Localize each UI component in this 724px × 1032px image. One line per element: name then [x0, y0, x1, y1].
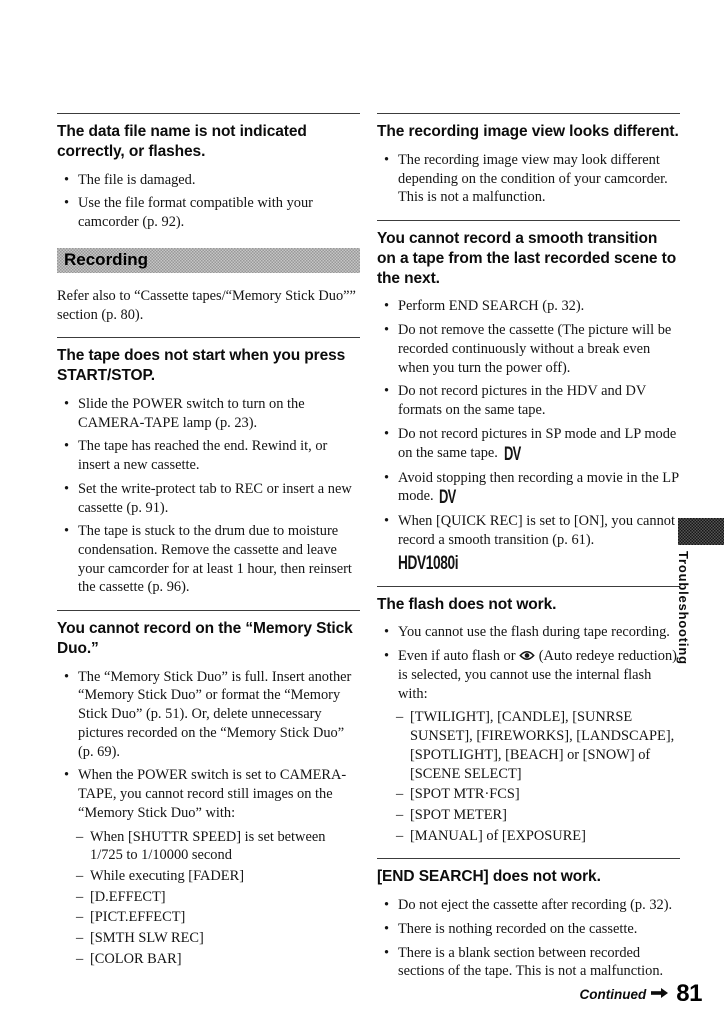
dv-format-logo: DV	[503, 443, 521, 465]
hdv1080i-logo: HDV1080i	[398, 552, 459, 574]
body-text: [COLOR BAR]	[90, 950, 182, 967]
bullet-item	[377, 425, 680, 464]
section-heading: You cannot record on the “Memory Stick Duo.”	[57, 620, 353, 657]
troubleshooting-section	[57, 610, 360, 968]
bullet-marker: •	[384, 151, 390, 168]
bullet-marker: •	[384, 648, 390, 665]
bullet-item	[377, 920, 680, 939]
troubleshooting-section	[57, 337, 360, 597]
page-number: 81	[676, 980, 702, 1007]
bullet-marker: •	[64, 395, 70, 412]
section-divider	[377, 858, 680, 859]
bullet-marker: •	[64, 438, 70, 455]
bullet-item	[57, 194, 360, 231]
bullet-item	[57, 480, 360, 517]
body-text: Do not eject the cassette after recording (p. 32).	[398, 897, 673, 914]
body-text: [D.EFFECT]	[90, 888, 166, 905]
bullet-marker: •	[384, 298, 390, 315]
recording-banner	[57, 248, 360, 273]
bullet-item	[377, 623, 680, 642]
body-text: Do not remove the cassette (The picture will be recorded continuously without a break even when you turn the power off).	[398, 322, 672, 376]
dash-marker: –	[396, 806, 404, 823]
section-divider	[377, 586, 680, 587]
bullet-marker: •	[64, 171, 70, 188]
body-text: [SMTH SLW REC]	[90, 930, 204, 947]
dash-marker: –	[76, 888, 84, 905]
body-text: [SPOT METER]	[410, 806, 507, 823]
left-column	[57, 100, 360, 971]
sidebar-label: Troubleshooting	[676, 551, 691, 665]
bullet-marker: •	[384, 425, 390, 442]
dash-marker: –	[76, 930, 84, 947]
dash-item	[57, 950, 360, 969]
body-text: While executing [FADER]	[90, 867, 244, 884]
section-heading: The flash does not work.	[377, 595, 557, 613]
right-column	[377, 100, 680, 986]
body-text: The tape has reached the end. Rewind it, or insert a new cassette.	[78, 438, 328, 474]
section-divider	[57, 337, 360, 338]
dash-item	[377, 708, 680, 783]
bullet-item	[57, 522, 360, 597]
body-text: Avoid stopping then recording a movie in the LP mode.	[398, 469, 679, 505]
body-text: Do not record pictures in SP mode and LP mode on the same tape.	[398, 425, 677, 461]
body-text: When the POWER switch is set to CAMERA-TAPE, you cannot record still images on the “Memory Stick Duo” with:	[78, 767, 347, 821]
body-text: (Auto redeye reduction) is selected, you cannot use the internal flash with:	[398, 648, 677, 702]
troubleshooting-section	[377, 113, 680, 207]
body-text: The file is damaged.	[78, 171, 196, 188]
body-text: Perform END SEARCH (p. 32).	[398, 298, 585, 315]
recording-banner-label: Recording	[64, 250, 149, 270]
section-heading: The tape does not start when you press START/STOP.	[57, 347, 346, 385]
bullet-item	[377, 896, 680, 915]
dash-item	[57, 888, 360, 907]
section-divider	[377, 113, 680, 114]
body-text: [MANUAL] of [EXPOSURE]	[410, 827, 586, 844]
bullet-marker: •	[64, 480, 70, 497]
body-text: Do not record pictures in the HDV and DV formats on the same tape.	[398, 383, 647, 419]
bullet-item	[377, 382, 680, 419]
dv-format-logo: DV	[439, 487, 456, 509]
section-heading: [END SEARCH] does not work.	[377, 868, 601, 886]
troubleshooting-section	[377, 220, 680, 573]
dash-item	[57, 867, 360, 886]
bullet-item	[377, 469, 680, 508]
bullet-marker: •	[64, 767, 70, 784]
body-text: Slide the POWER switch to turn on the CAMERA-TAPE lamp (p. 23).	[78, 395, 305, 431]
bullet-item	[377, 151, 680, 207]
page-footer	[580, 980, 702, 1008]
body-text: You cannot use the flash during tape recording.	[398, 624, 670, 641]
bullet-item	[57, 668, 360, 762]
body-text: Set the write-protect tab to REC or insert a new cassette (p. 91).	[78, 480, 352, 516]
section-heading: The recording image view looks different.	[377, 123, 679, 140]
body-text: [TWILIGHT], [CANDLE], [SUNRSE SUNSET], [FIREWORKS], [LANDSCAPE], [SPOTLIGHT], [BEACH] or [SNOW] of [SCENE SELECT]	[410, 709, 675, 782]
section-heading: You cannot record a smooth transition on a tape from the last recorded scene to the next.	[377, 229, 677, 287]
dash-marker: –	[396, 709, 404, 726]
bullet-marker: •	[384, 322, 390, 339]
dash-marker: –	[396, 786, 404, 803]
bullet-marker: •	[384, 469, 390, 486]
dash-item	[57, 828, 360, 865]
bullet-marker: •	[384, 897, 390, 914]
bullet-item	[377, 944, 680, 981]
bullet-marker: •	[64, 668, 70, 685]
bullet-marker: •	[384, 383, 390, 400]
auto-redeye-icon	[519, 648, 535, 664]
body-text: There is a blank section between recorded sections of the tape. This is not a malfunction.	[398, 944, 664, 980]
continued-arrow-icon	[651, 985, 668, 1003]
troubleshooting-section	[377, 858, 680, 981]
dash-item	[57, 908, 360, 927]
body-text: Even if auto flash or	[398, 648, 520, 665]
body-text: The “Memory Stick Duo” is full. Insert another “Memory Stick Duo” or format the “Memory Stick Duo” (p. 51). Or, delete unnecessary pictures recorded on the “Memory Stick Duo” (p. 69).	[78, 668, 352, 760]
bullet-item	[377, 321, 680, 377]
bullet-marker: •	[384, 920, 390, 937]
bullet-marker: •	[64, 523, 70, 540]
section-divider	[57, 610, 360, 611]
section-heading: The data file name is not indicated correctly, or flashes.	[57, 123, 307, 160]
bullet-item	[377, 512, 680, 572]
bullet-item	[57, 437, 360, 474]
section-divider	[57, 113, 360, 114]
body-text: Use the file format compatible with your camcorder (p. 92).	[78, 195, 313, 231]
body-text: There is nothing recorded on the cassette.	[398, 920, 638, 937]
body-text: The recording image view may look different depending on the condition of your camcorder. This is not a malfunction.	[398, 151, 668, 206]
bullet-item	[57, 395, 360, 432]
section-divider	[377, 220, 680, 221]
troubleshooting-section	[57, 113, 360, 232]
dash-item	[377, 827, 680, 846]
body-text: [SPOT MTR·FCS]	[410, 786, 520, 803]
dash-marker: –	[76, 950, 84, 967]
body-text: The tape is stuck to the drum due to moisture condensation. Remove the cassette and leave your camcorder for at least 1 hour, then reinsert the cassette (p. 96).	[78, 523, 352, 596]
bullet-item	[377, 647, 680, 703]
bullet-marker: •	[384, 944, 390, 961]
bullet-item	[377, 297, 680, 316]
intro-paragraph: Refer also to “Cassette tapes/“Memory Stick Duo”” section (p. 80).	[57, 287, 356, 323]
bullet-marker: •	[64, 195, 70, 212]
bullet-item	[57, 766, 360, 822]
sidebar-tab	[678, 518, 724, 545]
dash-item	[57, 929, 360, 948]
body-text: [PICT.EFFECT]	[90, 909, 186, 926]
bullet-marker: •	[384, 513, 390, 530]
continued-label: Continued	[579, 986, 647, 1002]
dash-item	[377, 785, 680, 804]
bullet-item	[57, 171, 360, 190]
dash-item	[377, 806, 680, 825]
body-text: When [QUICK REC] is set to [ON], you cannot record a smooth transition (p. 61).	[398, 513, 675, 548]
dash-marker: –	[396, 827, 404, 844]
dash-marker: –	[76, 909, 84, 926]
dash-marker: –	[76, 828, 84, 845]
troubleshooting-section	[377, 586, 680, 846]
dash-marker: –	[76, 867, 84, 884]
body-text: When [SHUTTR SPEED] is set between 1/725 to 1/10000 second	[90, 828, 326, 864]
bullet-marker: •	[384, 624, 390, 641]
